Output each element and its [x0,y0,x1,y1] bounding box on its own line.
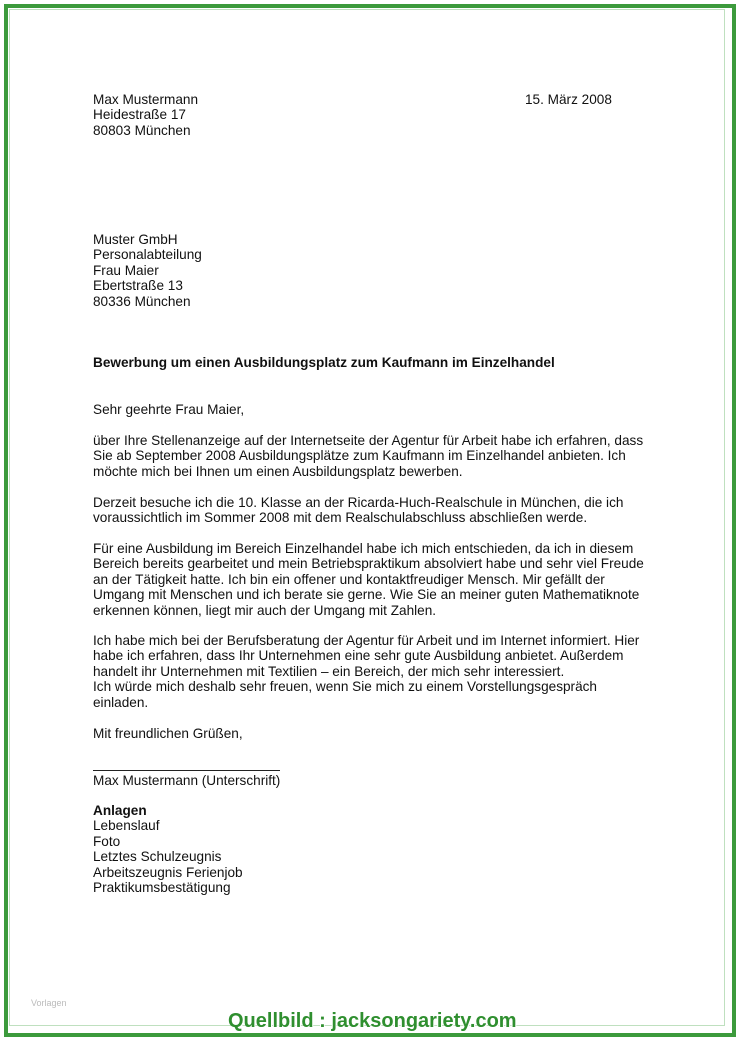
paragraph-line: voraussichtlich im Sommer 2008 mit dem Realschulabschluss abschließen werde. [93,510,588,526]
paragraph-line: habe ich erfahren, dass Ihr Unternehmen eine sehr gute Ausbildung anbietet. Außerdem [93,648,624,664]
paragraph-line: über Ihre Stellenanzeige auf der Internetseite der Agentur für Arbeit habe ich erfahren, dass [93,433,644,448]
paragraph-line: Bereich bereits gearbeitet und mein Betriebspraktikum absolviert habe und sehr viel Freude [93,556,644,572]
attachment-item: Lebenslauf [93,818,160,834]
attachment-item: Praktikumsbestätigung [93,880,231,896]
signature-line [93,770,280,771]
signature-block [93,770,280,788]
salutation: Sehr geehrte Frau Maier, [93,402,245,417]
sender-street: Heidestraße 17 [93,107,186,123]
paragraph-line: Ich würde mich deshalb sehr freuen, wenn Sie mich zu einem Vorstellungsgespräch [93,679,597,695]
letter-date: 15. März 2008 [525,92,612,107]
paragraph-line: Für eine Ausbildung im Bereich Einzelhandel habe ich mich entschieden, da ich in diesem [93,541,634,556]
recipient-street: Ebertstraße 13 [93,278,183,294]
sender-address [93,92,198,138]
source-caption: Quellbild : jacksongariety.com [228,1010,517,1032]
recipient-contact: Frau Maier [93,262,159,278]
paragraph-2 [93,495,653,526]
sender-name: Max Mustermann [93,92,199,107]
paragraph-1 [93,433,653,479]
attachment-item: Letztes Schulzeugnis [93,849,222,865]
paragraph-line: Sie ab September 2008 Ausbildungsplätze zum Kaufmann im Einzelhandel anbieten. Ich [93,448,626,464]
paragraph-4 [93,633,653,710]
recipient-address [93,232,202,309]
letter-subject: Bewerbung um einen Ausbildungsplatz zum Kaufmann im Einzelhandel [93,355,555,370]
paragraph-3 [93,541,653,618]
recipient-city: 80336 München [93,293,191,309]
recipient-company: Muster GmbH [93,232,178,247]
closing: Mit freundlichen Grüßen, [93,726,243,741]
paragraph-line: Derzeit besuche ich die 10. Klasse an der Ricarda-Huch-Realschule in München, die ich [93,495,624,510]
paragraph-line: an der Tätigkeit hatte. Ich bin ein offener und kontaktfreudiger Mensch. Mir gefällt der [93,571,605,587]
attachments-heading: Anlagen [93,803,147,818]
paragraph-line: erkennen können, liegt mir auch der Umgang mit Zahlen. [93,602,437,618]
paragraph-line: Ich habe mich bei der Berufsberatung der Agentur für Arbeit und im Internet informiert. Hier [93,633,640,648]
paragraph-line: handelt ihr Unternehmen mit Textilien – ein Bereich, der mich sehr interessiert. [93,663,565,679]
paragraph-line: Umgang mit Menschen und ich berate sie gerne. Wie Sie an meiner guten Mathematiknote [93,587,640,603]
recipient-department: Personalabteilung [93,247,202,263]
signature-name: Max Mustermann (Unterschrift) [93,773,281,788]
paragraph-line: einladen. [93,694,149,710]
attachments [93,803,243,895]
attachment-item: Foto [93,833,121,849]
watermark: Vorlagen [31,998,67,1008]
paragraph-line: möchte mich bei Ihnen um einen Ausbildungsplatz bewerben. [93,463,463,479]
sender-city: 80803 München [93,122,191,138]
attachment-item: Arbeitszeugnis Ferienjob [93,864,243,880]
